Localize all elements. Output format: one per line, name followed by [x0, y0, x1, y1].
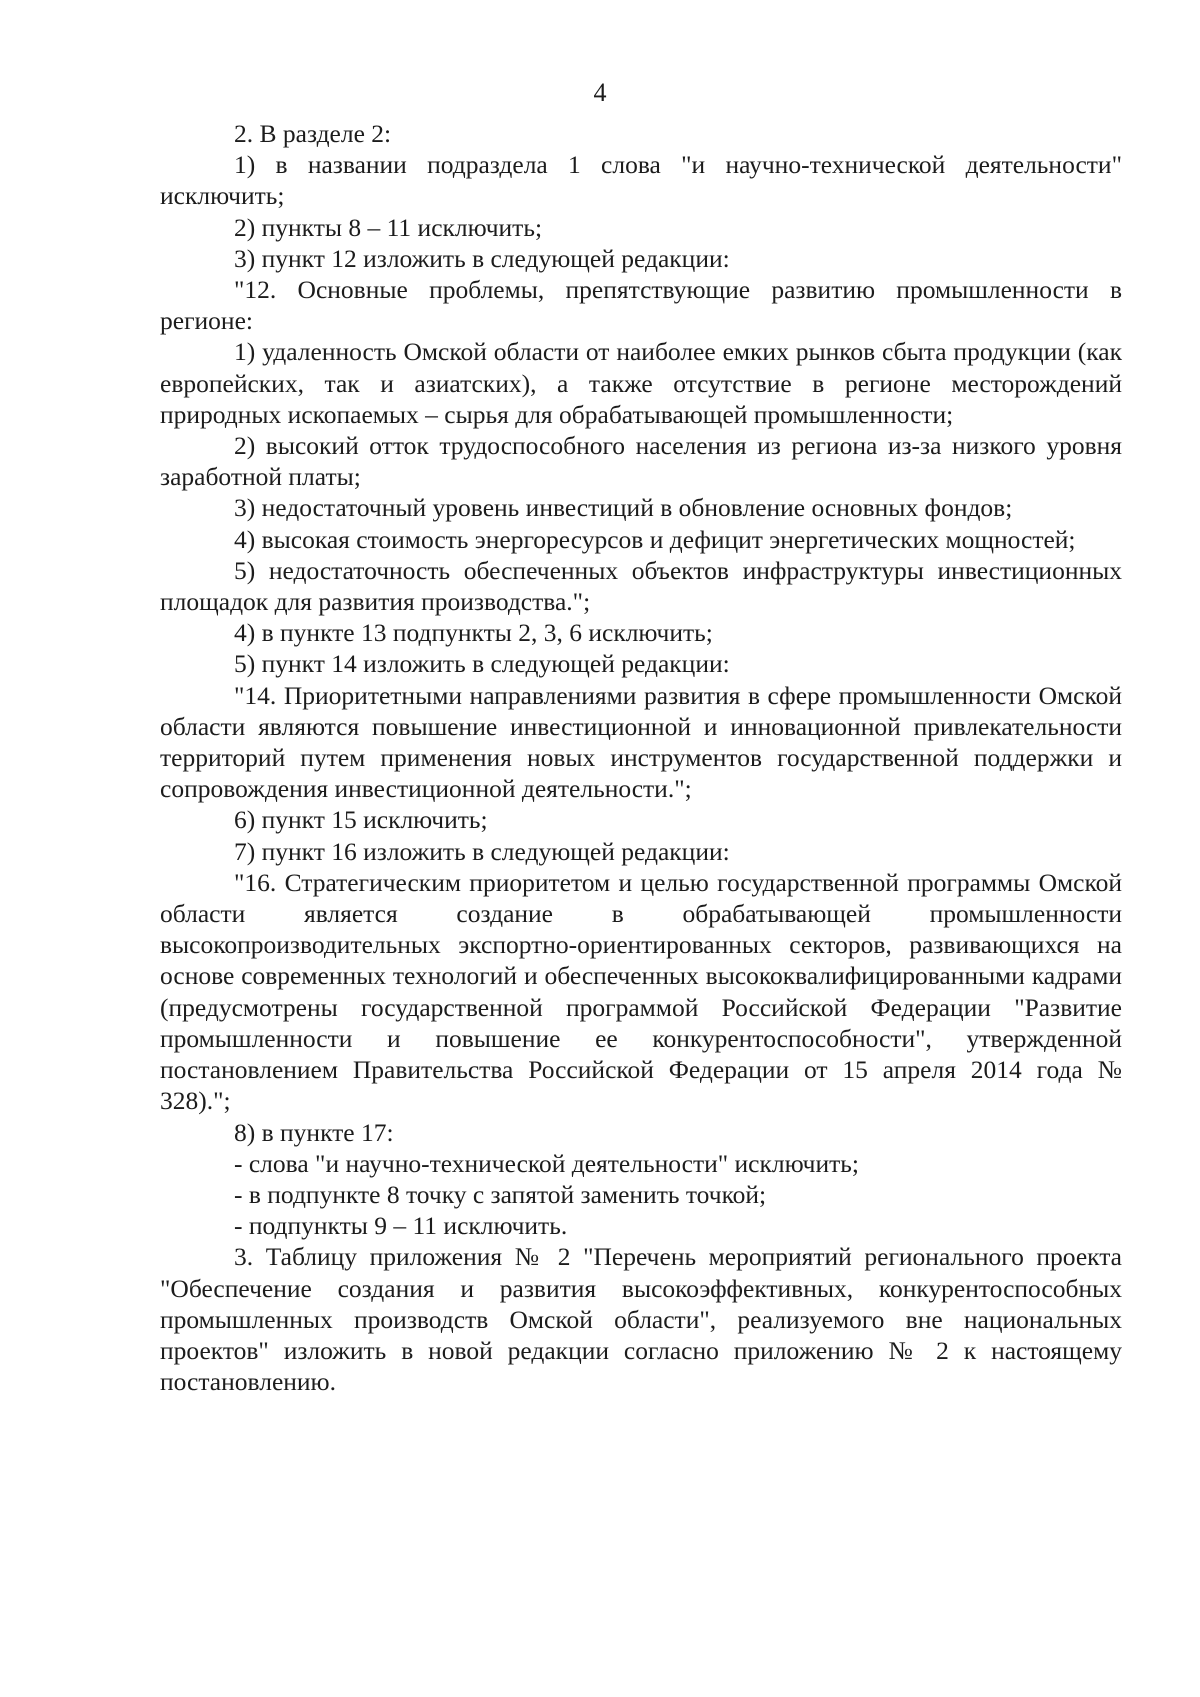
paragraph-problem-4: 4) высокая стоимость энергоресурсов и дефицит энергетических мощностей;: [234, 524, 1076, 554]
paragraph-item-1: 1) в названии подраздела 1 слова "и научно-технической деятельности" исключить;: [160, 150, 1122, 211]
paragraph-dash-2: - в подпункте 8 точку с запятой заменить точкой;: [234, 1179, 767, 1209]
paragraph-quote-12: "12. Основные проблемы, препятствующие развитию промышленности в регионе:: [160, 275, 1122, 336]
page-number: 4: [593, 78, 607, 107]
paragraph-quote-14: "14. Приоритетными направлениями развития в сфере промышленности Омской области являются повышение инвестиционной и инновационной привлекательности территорий путем применения новых инструментов государственной поддержки и сопровождения инвестиционной деятельности.";: [160, 680, 1122, 804]
paragraph-item-7: 7) пункт 16 изложить в следующей редакции:: [234, 836, 730, 866]
paragraph-problem-5: 5) недостаточность обеспеченных объектов инфраструктуры инвестиционных площадок для развития производства.";: [160, 555, 1122, 617]
paragraph-item-5: 5) пункт 14 изложить в следующей редакции:: [234, 649, 730, 679]
paragraph-item-2: 2) пункты 8 – 11 исключить;: [234, 212, 543, 242]
paragraph-dash-1: - слова "и научно-технической деятельности" исключить;: [234, 1148, 859, 1178]
paragraph-quote-16: "16. Стратегическим приоритетом и целью государственной программы Омской области является создание в обрабатывающей промышленности высокопроизводительных экспортно-ориентированных секторов, развивающихся на основе современных технологий и обеспеченных высококвалифицированными кадрами (предусмотрены государственной программой Российской Федерации "Развитие промышленности и повышение ее конкурентоспособности", утвержденной постановлением Правительства Российской Федерации от 15 апреля 2014 года № 328).";: [160, 867, 1122, 1116]
paragraph-problem-3: 3) недостаточный уровень инвестиций в обновление основных фондов;: [234, 493, 1013, 523]
paragraph-problem-1: 1) удаленность Омской области от наиболее емких рынков сбыта продукции (как европейских, так и азиатских), а также отсутствие в регионе месторождений природных ископаемых – сырья для обрабатывающей промышленности;: [160, 337, 1122, 429]
paragraph-problem-2: 2) высокий отток трудоспособного населения из региона из-за низкого уровня заработной платы;: [160, 431, 1122, 492]
paragraph-section-heading: 2. В разделе 2:: [234, 119, 392, 148]
paragraph-item-6: 6) пункт 15 исключить;: [234, 805, 488, 835]
paragraph-dash-3: - подпункты 9 – 11 исключить.: [234, 1211, 568, 1241]
paragraph-section-3: 3. Таблицу приложения № 2 "Перечень мероприятий регионального проекта "Обеспечение создания и развития высокоэффективных, конкурентоспособных промышленных производств Омской области", реализуемого вне национальных проектов" изложить в новой редакции согласно приложению № 2 к настоящему постановлению.: [160, 1242, 1122, 1397]
document-body: [160, 118, 1122, 1397]
paragraph-item-4: 4) в пункте 13 подпункты 2, 3, 6 исключить;: [234, 618, 713, 648]
paragraph-item-3: 3) пункт 12 изложить в следующей редакции:: [234, 243, 730, 273]
paragraph-item-8: 8) в пункте 17:: [234, 1117, 394, 1147]
